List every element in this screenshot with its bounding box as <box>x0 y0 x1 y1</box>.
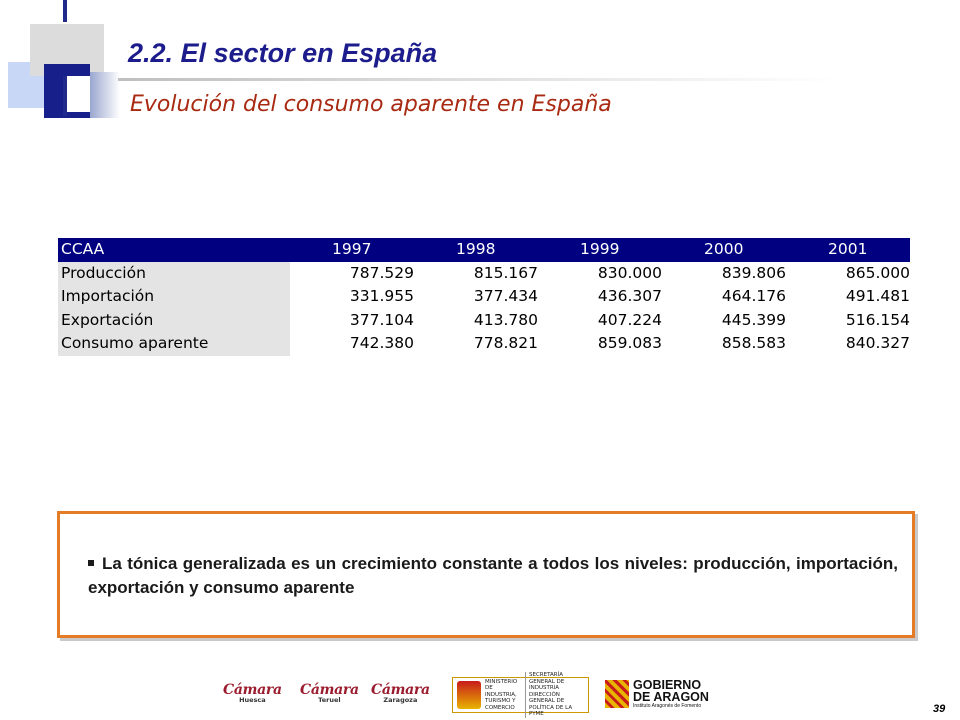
decor-fade <box>90 72 120 118</box>
table-cell: 491.481 <box>845 287 910 306</box>
row-label: Producción <box>58 262 290 286</box>
table-cell: 815.167 <box>473 263 538 282</box>
table-header <box>58 238 910 262</box>
column-header: 2000 <box>704 240 744 258</box>
table-cell: 859.083 <box>597 334 662 353</box>
table-cell: 839.806 <box>721 263 786 282</box>
decor-line <box>63 0 67 22</box>
page-title: 2.2. El sector en España <box>128 38 438 68</box>
table-cell: 787.529 <box>349 263 414 282</box>
column-header: 1997 <box>332 240 372 258</box>
table-cell: 445.399 <box>721 310 786 329</box>
square-bullet-icon <box>88 560 94 566</box>
table-cell: 778.821 <box>473 334 538 353</box>
table-cell: 377.104 <box>349 310 414 329</box>
page-subtitle: Evolución del consumo aparente en España <box>130 92 612 117</box>
page-number: 39 <box>933 703 946 715</box>
data-table <box>58 238 910 356</box>
table-cell: 865.000 <box>845 263 910 282</box>
table-cell: 858.583 <box>721 334 786 353</box>
table-cell: 840.327 <box>845 334 910 353</box>
table-cell: 377.434 <box>473 287 538 306</box>
table-cell: 742.380 <box>349 334 414 353</box>
column-header: 1998 <box>456 240 496 258</box>
logo-camara-zaragoza: Cámara Zaragoza <box>371 682 430 704</box>
table-cell: 331.955 <box>349 287 414 306</box>
logo-camara-huesca: Cámara Huesca <box>223 682 282 704</box>
note-text: La tónica generalizada es un crecimiento constante a todos los niveles: producción, importación, exportación y consumo aparente <box>88 554 898 597</box>
note-box <box>57 511 915 638</box>
row-label: Exportación <box>58 309 290 333</box>
column-header: CCAA <box>58 238 290 262</box>
table-row <box>58 332 910 356</box>
aragon-flag-icon <box>605 680 629 708</box>
table-cell: 830.000 <box>597 263 662 282</box>
table-row <box>58 285 910 309</box>
column-header: 1999 <box>580 240 620 258</box>
title-rule <box>118 78 838 81</box>
logo-camara-teruel: Cámara Teruel <box>300 682 359 704</box>
table-cell: 436.307 <box>597 287 662 306</box>
table-cell: 464.176 <box>721 287 786 306</box>
table-cell: 407.224 <box>597 310 662 329</box>
coat-of-arms-icon <box>457 681 481 709</box>
logo-gobierno-aragon: GOBIERNO DE ARAGON Instituto Aragonés de Fomento <box>605 676 717 712</box>
table-cell: 413.780 <box>473 310 538 329</box>
logo-ministerio: MINISTERIO DE INDUSTRIA, TURISMO Y COMERCIO SECRETARÍA GENERAL DE INDUSTRIA DIRECCIÓN GENERAL DE POLÍTICA DE LA PYME <box>452 677 589 713</box>
note-paragraph <box>88 552 898 600</box>
decor-line-lower <box>63 76 67 116</box>
table-row <box>58 262 910 286</box>
row-label: Importación <box>58 285 290 309</box>
row-label: Consumo aparente <box>58 332 290 356</box>
table-cell: 516.154 <box>845 310 910 329</box>
column-header: 2001 <box>828 240 868 258</box>
table-row <box>58 309 910 333</box>
